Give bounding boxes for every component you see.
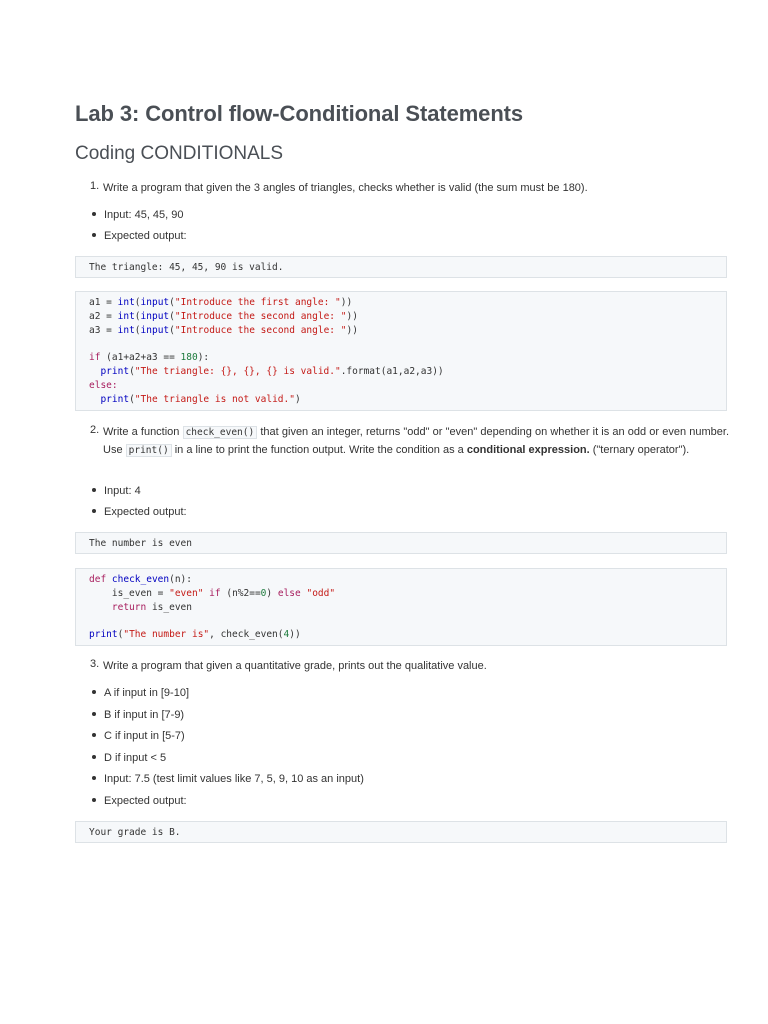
ex3-output-box	[75, 821, 727, 843]
ex3-bullet: D if input < 5	[92, 751, 166, 765]
ex3-number: 3.	[90, 658, 100, 670]
ex3-bullet: Input: 7.5 (test limit values like 7, 5, 9, 10 as an input)	[92, 772, 364, 786]
bullet-dot	[92, 233, 96, 237]
ex3-bullet: C if input in [5-7)	[92, 729, 185, 743]
ex1-expected-bullet	[92, 229, 187, 243]
ex3-output-text: Your grade is B.	[89, 827, 181, 838]
ex1-output-box	[75, 256, 727, 278]
ex1-input-bullet	[92, 208, 184, 222]
bullet-dot	[92, 509, 96, 513]
ex3-text: Write a program that given a quantitative grade, prints out the qualitative value.	[103, 660, 487, 672]
ex2-number: 2.	[90, 424, 100, 436]
ex1-code: a1 = int(input("Introduce the first angle: ")) a2 = int(input("Introduce the second angle: ")) a3 = int(input("Introduce the second angle: ")) if (a1+a2+a3 == 180): print("The triangle: {}, {}, {} is valid.".format(a1,a2,a3)) else: print("The triangle is not valid.")	[89, 297, 444, 405]
ex2-input-bullet	[92, 484, 141, 498]
page-subtitle: Coding CONDITIONALS	[75, 143, 284, 164]
ex2-input: Input: 4	[104, 485, 141, 497]
ex3-bullet: B if input in [7-9)	[92, 708, 184, 722]
bullet-dot	[92, 776, 96, 780]
ex2-code-block	[75, 568, 727, 646]
bullet-dot	[92, 733, 96, 737]
bullet-dot	[92, 212, 96, 216]
ex1-expected: Expected output:	[104, 230, 187, 242]
bullet-dot	[92, 755, 96, 759]
ex3-bullet: Expected output:	[92, 794, 187, 808]
page-title: Lab 3: Control flow-Conditional Statements	[75, 101, 524, 126]
ex1-text: Write a program that given the 3 angles of triangles, checks whether is valid (the sum must be 180).	[103, 182, 588, 194]
ex1-output-text: The triangle: 45, 45, 90 is valid.	[89, 262, 284, 273]
bullet-dot	[92, 798, 96, 802]
ex2-text: Write a function check_even() that given an integer, returns "odd" or "even" depending on whether it is an odd or even number. Use print() in a line to print the function output. Write the condition as a conditional expression. ("ternary operator").	[103, 426, 729, 456]
ex1-number: 1.	[90, 180, 100, 192]
inline-code: check_even()	[183, 426, 258, 439]
ex3-bullet: A if input in [9-10]	[92, 686, 189, 700]
ex2-output-text: The number is even	[89, 538, 192, 549]
bullet-dot	[92, 712, 96, 716]
ex1-input: Input: 45, 45, 90	[104, 209, 184, 221]
inline-code: print()	[126, 444, 172, 457]
ex2-expected-bullet	[92, 505, 187, 519]
ex2-output-box	[75, 532, 727, 554]
bullet-dot	[92, 690, 96, 694]
bullet-dot	[92, 488, 96, 492]
ex2-expected: Expected output:	[104, 506, 187, 518]
ex2-code: def check_even(n): is_even = "even" if (n%2==0) else "odd" return is_even print("The number is", check_even(4))	[89, 574, 336, 641]
ex1-code-block	[75, 291, 727, 411]
